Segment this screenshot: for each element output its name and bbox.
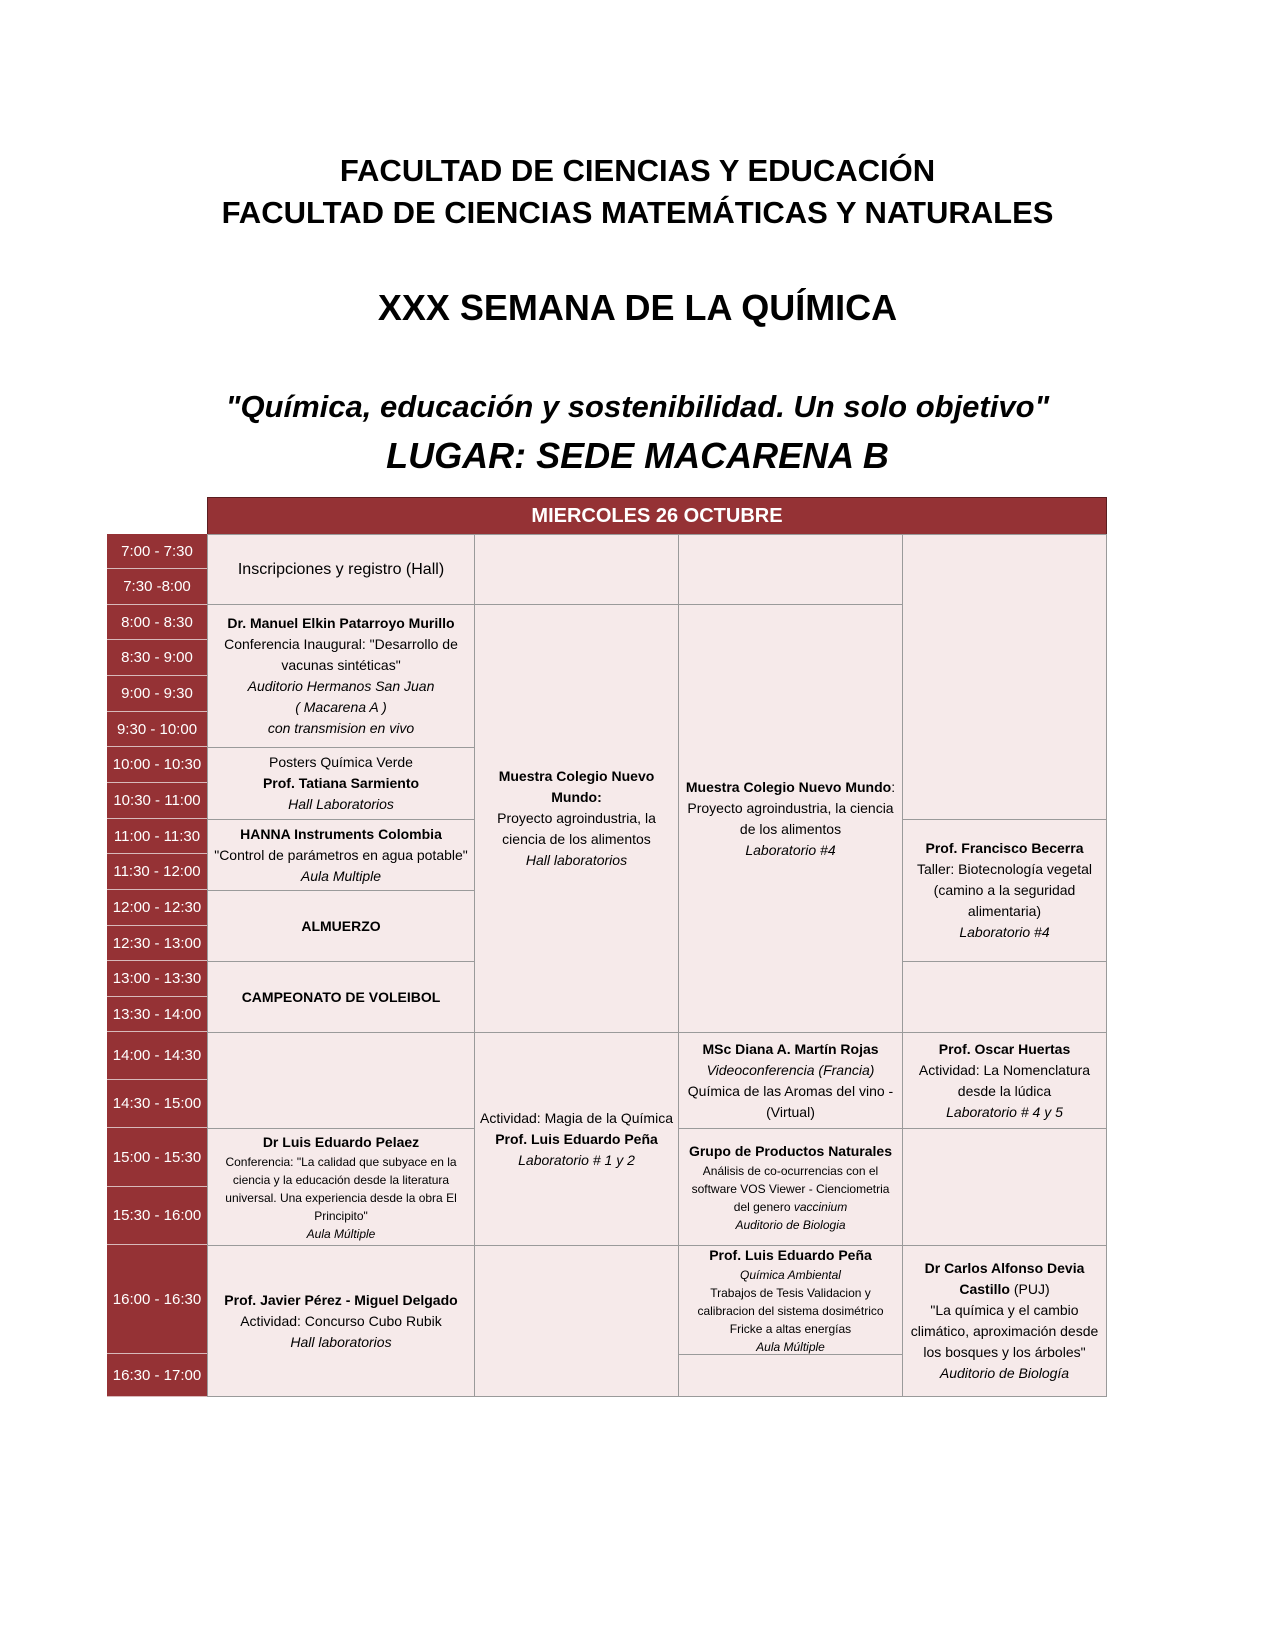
time-slot: 15:30 - 16:00 [107, 1187, 207, 1245]
devia-speaker: Dr Carlos Alfonso Devia Castillo [924, 1260, 1085, 1297]
devia-talk: "La química y el cambio climático, aproximación desde los bosques y los árboles" [910, 1302, 1099, 1360]
time-slot: 13:30 - 14:00 [107, 997, 207, 1032]
muestra-lab-place: Laboratorio #4 [745, 841, 836, 858]
pelaez-speaker: Dr Luis Eduardo Pelaez [262, 1133, 420, 1150]
rubik-activity: Actividad: Concurso Cubo Rubik [240, 1312, 442, 1329]
productos-place: Auditorio de Biologia [735, 1217, 846, 1232]
pena2-topic: Química Ambiental [740, 1267, 841, 1282]
productos-desc: Análisis de co-ocurrencias con el software VOS Viewer - Cienciometria del genero [691, 1163, 890, 1214]
day-header: MIERCOLES 26 OCTUBRE [207, 497, 1107, 535]
muestra-lab-title: Muestra Colegio Nuevo Mundo [685, 778, 892, 795]
muestra-hall-desc: Proyecto agroindustria, la ciencia de los alimentos [497, 810, 656, 847]
almuerzo-cell: ALMUERZO [207, 890, 475, 962]
inaugural-place-2: ( Macarena A ) [295, 699, 387, 715]
pelaez-place: Aula Múltiple [306, 1226, 376, 1241]
magia-speaker: Prof. Luis Eduardo Peña [495, 1130, 658, 1147]
hanna-cell [207, 819, 475, 891]
muestra-lab-heading [686, 777, 895, 798]
inaugural-place: Auditorio Hermanos San Juan [247, 678, 435, 694]
productos-title: Grupo de Productos Naturales [688, 1142, 893, 1159]
productos-desc-wrap [683, 1162, 898, 1216]
rubik-place: Hall laboratorios [290, 1333, 392, 1350]
devia-place: Auditorio de Biología [939, 1365, 1070, 1381]
rubik-cell [207, 1245, 475, 1397]
empty-cell [902, 534, 1107, 820]
time-slot: 7:30 -8:00 [107, 569, 207, 605]
huertas-talk: Actividad: La Nomenclatura desde la lúdica [918, 1061, 1091, 1099]
time-slot: 9:00 - 9:30 [107, 676, 207, 712]
time-slot: 15:00 - 15:30 [107, 1128, 207, 1187]
muestra-lab-colon: : [891, 778, 896, 795]
event-place: LUGAR: SEDE MACARENA B [386, 435, 889, 476]
productos-cell [678, 1128, 903, 1246]
empty-cell [474, 534, 679, 605]
martin-cell [678, 1032, 903, 1129]
inaugural-speaker: Dr. Manuel Elkin Patarroyo Murillo [227, 615, 455, 631]
becerra-place: Laboratorio #4 [959, 924, 1050, 940]
time-slot: 12:30 - 13:00 [107, 926, 207, 961]
muestra-hall-title: Muestra Colegio Nuevo Mundo: [498, 768, 655, 805]
devia-org: (PUJ) [1009, 1281, 1050, 1297]
pena2-place: Aula Múltiple [756, 1339, 825, 1354]
time-slot: 9:30 - 10:00 [107, 712, 207, 747]
empty-cell [902, 1128, 1107, 1246]
muestra-lab-desc: Proyecto agroindustria, la ciencia de los alimentos [687, 799, 894, 837]
hanna-title: HANNA Instruments Colombia [240, 825, 442, 842]
pena2-desc: Trabajos de Tesis Validacion y calibracion del sistema dosimétrico Fricke a altas energías [697, 1285, 884, 1336]
devia-cell [902, 1245, 1107, 1397]
empty-cell [902, 961, 1107, 1033]
inaugural-talk: Conferencia Inaugural: "Desarrollo de vacunas sintéticas" [224, 636, 458, 673]
posters-cell [207, 747, 475, 820]
martin-speaker: MSc Diana A. Martín Rojas [702, 1040, 879, 1057]
productos-desc-italic: vaccinium [793, 1199, 848, 1214]
magia-cell [474, 1032, 679, 1246]
time-slot: 16:30 - 17:00 [107, 1354, 207, 1397]
time-slot: 11:00 - 11:30 [107, 819, 207, 854]
huertas-speaker: Prof. Oscar Huertas [938, 1040, 1071, 1057]
posters-speaker: Prof. Tatiana Sarmiento [262, 775, 420, 791]
devia-heading [907, 1258, 1102, 1300]
time-slot: 13:00 - 13:30 [107, 961, 207, 997]
pelaez-cell [207, 1128, 475, 1246]
inscripciones-cell: Inscripciones y registro (Hall) [207, 534, 475, 605]
time-slot: 10:30 - 11:00 [107, 783, 207, 819]
voleibol-cell: CAMPEONATO DE VOLEIBOL [207, 961, 475, 1033]
event-motto: "Química, educación y sostenibilidad. Un solo objetivo" [225, 389, 1050, 424]
time-slot: 11:30 - 12:00 [107, 854, 207, 890]
time-slot: 8:00 - 8:30 [107, 605, 207, 640]
becerra-talk: Taller: Biotecnología vegetal (camino a la seguridad alimentaria) [916, 861, 1093, 919]
time-slot: 14:30 - 15:00 [107, 1080, 207, 1128]
rubik-speaker: Prof. Javier Pérez - Miguel Delgado [224, 1291, 458, 1308]
huertas-cell [902, 1032, 1107, 1129]
posters-place: Hall Laboratorios [288, 796, 394, 812]
empty-cell [474, 1245, 679, 1397]
hanna-place: Aula Multiple [300, 867, 382, 884]
pena2-cell [678, 1245, 903, 1355]
becerra-speaker: Prof. Francisco Becerra [925, 840, 1084, 856]
time-slot: 16:00 - 16:30 [107, 1245, 207, 1354]
time-slot: 8:30 - 9:00 [107, 640, 207, 676]
time-slot: 12:00 - 12:30 [107, 890, 207, 926]
martin-mode: Videoconferencia (Francia) [706, 1061, 875, 1078]
posters-topic: Posters Química Verde [269, 754, 413, 770]
muestra-lab-cell [678, 604, 903, 1033]
empty-cell [678, 1354, 903, 1397]
empty-cell [207, 1032, 475, 1129]
empty-cell [678, 534, 903, 605]
event-title: XXX SEMANA DE LA QUÍMICA [377, 287, 898, 328]
magia-place: Laboratorio # 1 y 2 [518, 1151, 635, 1168]
pena2-speaker: Prof. Luis Eduardo Peña [709, 1246, 872, 1263]
faculty-line-2: FACULTAD DE CIENCIAS MATEMÁTICAS Y NATURALES [221, 195, 1054, 230]
time-slot: 10:00 - 10:30 [107, 747, 207, 783]
muestra-hall-cell [474, 604, 679, 1033]
pelaez-talk: Conferencia: "La calidad que subyace en la ciencia y la educación desde la literatura universal. Una experiencia desde la obra El Principito" [225, 1154, 457, 1223]
inaugural-note: con transmision en vivo [267, 720, 415, 736]
muestra-hall-place: Hall laboratorios [525, 852, 628, 868]
faculty-title [0, 150, 1275, 234]
huertas-place: Laboratorio # 4 y 5 [946, 1103, 1063, 1120]
inaugural-cell [207, 604, 475, 748]
faculty-line-1: FACULTAD DE CIENCIAS Y EDUCACIÓN [339, 153, 936, 188]
martin-talk: Química de las Aromas del vino - (Virtual) [687, 1082, 894, 1120]
time-slot: 14:00 - 14:30 [107, 1032, 207, 1080]
magia-activity: Actividad: Magia de la Química [480, 1109, 673, 1126]
time-slot: 7:00 - 7:30 [107, 534, 207, 569]
hanna-talk: "Control de parámetros en agua potable" [214, 846, 468, 863]
becerra-cell [902, 819, 1107, 962]
